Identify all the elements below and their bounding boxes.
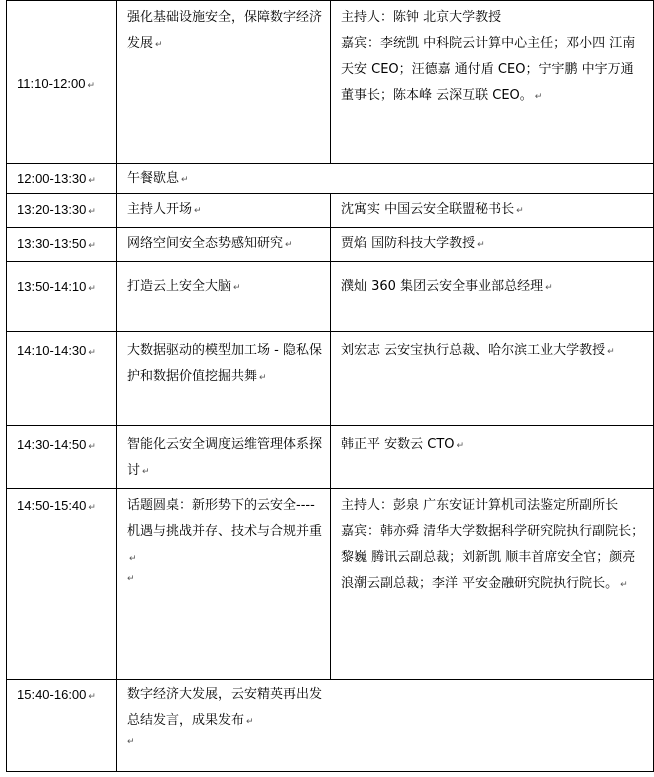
time-text: 14:10-14:30 [17, 343, 87, 358]
topic-cell [117, 332, 331, 425]
return-mark-icon: ↵ [233, 283, 241, 293]
speaker-cell [331, 228, 653, 261]
speaker-text: 主持人：彭泉 广东安证计算机司法鉴定所副所长 嘉宾：韩亦舜 清华大学数据科学研究院执行副院长；黎巍 腾讯云副总裁；刘新凯 顺丰首席安全官；颜亮 浪潮云副总裁；李洋 平安金融研究院执行院长。 [341, 498, 645, 591]
return-mark-icon: ↵ [246, 717, 254, 727]
speaker-text: 沈寓实 中国云安全联盟秘书长 [341, 202, 515, 217]
return-mark-icon: ↵ [88, 691, 96, 701]
topic-cell [117, 194, 331, 227]
return-mark-icon: ↵ [88, 347, 96, 357]
speaker-text: 贾焰 国防科技大学教授 [341, 236, 476, 251]
agenda-table [6, 0, 654, 772]
speaker-text: 主持人：陈钟 北京大学教授 嘉宾：李统凯 中科院云计算中心主任；邓小四 江南天安 CEO；汪德嘉 通付盾 CEO；宁宇鹏 中宇万通董事长；陈本峰 云深互联 CEO。 [341, 10, 636, 103]
speaker-cell [331, 332, 653, 425]
table-row [7, 488, 653, 679]
speaker-text: 刘宏志 云安宝执行总裁、哈尔滨工业大学教授 [341, 343, 606, 358]
time-text: 15:40-16:00 [17, 687, 87, 702]
paragraph-mark-icon: ↵ [127, 737, 135, 747]
topic-cell [117, 228, 331, 261]
return-mark-icon: ↵ [88, 502, 96, 512]
topic-cell [117, 1, 331, 163]
time-cell [7, 680, 117, 771]
speaker-cell [331, 1, 653, 163]
time-text: 14:50-15:40 [17, 498, 87, 513]
topic-text: 主持人开场 [127, 202, 193, 217]
topic-text: 午餐歇息 [127, 171, 180, 186]
time-cell [7, 426, 117, 488]
table-row [7, 331, 653, 425]
topic-cell [117, 164, 653, 193]
return-mark-icon: ↵ [516, 206, 524, 216]
topic-text: 大数据驱动的模型加工场 - 隐私保护和数据价值挖掘共舞 [127, 343, 322, 384]
time-cell [7, 194, 117, 227]
table-row [7, 261, 653, 331]
table-row [7, 227, 653, 261]
return-mark-icon: ↵ [142, 467, 150, 477]
return-mark-icon: ↵ [534, 92, 543, 102]
speaker-text: 韩正平 安数云 CTO [341, 437, 455, 452]
speaker-cell [331, 426, 653, 488]
return-mark-icon: ↵ [456, 441, 465, 451]
speaker-text: 濮灿 360 集团云安全事业部总经理 [341, 279, 544, 294]
return-mark-icon: ↵ [607, 347, 615, 357]
return-mark-icon: ↵ [155, 40, 163, 50]
return-mark-icon: ↵ [181, 175, 189, 185]
topic-text: 数字经济大发展，云安精英再出发 总结发言，成果发布 [127, 687, 323, 728]
time-text: 11:10-12:00 [17, 76, 86, 91]
topic-text: 强化基础设施安全，保障数字经济发展 [127, 10, 323, 51]
return-mark-icon: ↵ [545, 283, 553, 293]
topic-cell [117, 262, 331, 331]
table-row [7, 163, 653, 193]
return-mark-icon: ↵ [88, 441, 96, 451]
return-mark-icon: ↵ [259, 373, 267, 383]
topic-text: 话题圆桌：新形势下的云安全----机遇与挑战并存、技术与合规并重 [127, 498, 323, 539]
time-cell [7, 332, 117, 425]
table-row [7, 0, 653, 163]
time-text: 14:30-14:50 [17, 437, 87, 452]
time-text: 12:00-13:30 [17, 171, 87, 186]
return-mark-icon: ↵ [88, 175, 96, 185]
time-text: 13:30-13:50 [17, 236, 87, 251]
speaker-cell [331, 489, 653, 679]
topic-cell [117, 426, 331, 488]
return-mark-icon: ↵ [87, 80, 95, 90]
time-text: 13:20-13:30 [17, 202, 87, 217]
time-cell [7, 489, 117, 679]
time-text: 13:50-14:10 [17, 279, 87, 294]
return-mark-icon: ↵ [129, 554, 137, 564]
topic-cell [117, 489, 331, 679]
return-mark-icon: ↵ [88, 240, 96, 250]
time-cell [7, 228, 117, 261]
topic-cell [117, 680, 653, 771]
return-mark-icon: ↵ [194, 206, 202, 216]
return-mark-icon: ↵ [88, 206, 96, 216]
speaker-cell [331, 194, 653, 227]
return-mark-icon: ↵ [285, 240, 293, 250]
return-mark-icon: ↵ [88, 283, 96, 293]
return-mark-icon: ↵ [477, 240, 485, 250]
topic-text: 网络空间安全态势感知研究 [127, 236, 284, 251]
paragraph-mark-icon: ↵ [127, 574, 135, 584]
speaker-cell [331, 262, 653, 331]
topic-text: 打造云上安全大脑 [127, 279, 232, 294]
table-row [7, 679, 653, 771]
topic-text: 智能化云安全调度运维管理体系探讨 [127, 437, 323, 478]
return-mark-icon: ↵ [620, 580, 628, 590]
time-cell [7, 164, 117, 193]
time-cell [7, 1, 117, 163]
table-row [7, 425, 653, 488]
time-cell [7, 262, 117, 331]
table-row [7, 193, 653, 227]
